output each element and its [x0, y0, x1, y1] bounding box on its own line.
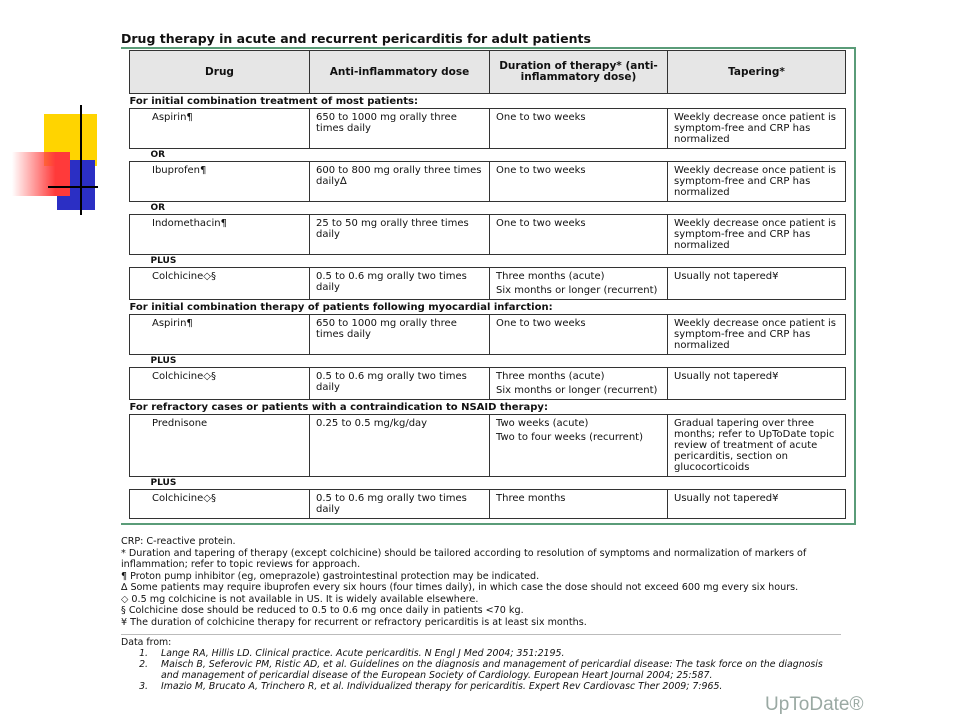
- duration-text: One to two weeks: [496, 165, 586, 176]
- ornament-vertical-line: [80, 105, 82, 215]
- tapering-cell: Weekly decrease once patient is symptom-free and CRP has normalized: [668, 315, 846, 355]
- duration-cell: [490, 162, 668, 202]
- footnote: CRP: C-reactive protein.: [121, 536, 236, 547]
- footnotes: [121, 536, 821, 628]
- header-duration: Duration of therapy* (anti-inflammatory dose): [490, 51, 668, 94]
- duration-text-secondary: Two to four weeks (recurrent): [496, 432, 643, 443]
- dose-cell: 0.5 to 0.6 mg orally two times daily: [310, 368, 490, 400]
- table-row: [130, 415, 846, 477]
- section-heading-row: [130, 300, 846, 315]
- page-title: Drug therapy in acute and recurrent pericarditis for adult patients: [121, 31, 591, 46]
- connector-row: [130, 255, 846, 268]
- reference-item: 1. Lange RA, Hillis LD. Clinical practice. Acute pericarditis. N Engl J Med 2004; 351:2195.: [151, 648, 841, 659]
- connector-label: PLUS: [150, 256, 177, 266]
- tapering-cell: Usually not tapered¥: [668, 490, 846, 519]
- tapering-cell: Weekly decrease once patient is symptom-free and CRP has normalized: [668, 162, 846, 202]
- references-heading: Data from:: [121, 637, 172, 648]
- table-row: [130, 215, 846, 255]
- duration-cell: [490, 490, 668, 519]
- table-row: [130, 109, 846, 149]
- dose-cell: 0.25 to 0.5 mg/kg/day: [310, 415, 490, 477]
- footnote: * Duration and tapering of therapy (except colchicine) should be tailored according to resolution of symptoms and normalization of markers of inflammation; refer to topic reviews for approach.: [121, 547, 807, 570]
- footnote: ¶ Proton pump inhibitor (eg, omeprazole) gastrointestinal protection may be indicated.: [121, 570, 540, 582]
- drug-cell: Ibuprofen¶: [130, 162, 310, 202]
- dose-cell: 600 to 800 mg orally three times daily∆: [310, 162, 490, 202]
- section-heading-row: [130, 400, 846, 415]
- duration-cell: [490, 415, 668, 477]
- duration-text: One to two weeks: [496, 112, 586, 123]
- duration-cell: [490, 268, 668, 300]
- duration-text: Three months: [496, 493, 566, 504]
- header-dose: Anti-inflammatory dose: [310, 51, 490, 94]
- title-rule: [121, 47, 854, 49]
- duration-text: One to two weeks: [496, 218, 586, 229]
- connector-label: PLUS: [150, 356, 177, 366]
- frame-bottom-rule: [121, 523, 856, 525]
- connector-row: [130, 202, 846, 215]
- connector-row: [130, 355, 846, 368]
- header-tapering: Tapering*: [668, 51, 846, 94]
- dose-cell: 0.5 to 0.6 mg orally two times daily: [310, 268, 490, 300]
- footnote: § Colchicine dose should be reduced to 0.5 to 0.6 mg once daily in patients <70 kg.: [121, 605, 524, 616]
- header-drug: Drug: [130, 51, 310, 94]
- drug-cell: Aspirin¶: [130, 109, 310, 149]
- dose-cell: 0.5 to 0.6 mg orally two times daily: [310, 490, 490, 519]
- table-row: [130, 162, 846, 202]
- references: [121, 637, 841, 692]
- drug-cell: Prednisone: [130, 415, 310, 477]
- connector-row: [130, 477, 846, 490]
- drug-therapy-table: [129, 50, 846, 519]
- duration-text: Three months (acute): [496, 371, 605, 382]
- table-body: [130, 94, 846, 519]
- reference-item: 2. Maisch B, Seferovic PM, Ristic AD, et al. Guidelines on the diagnosis and management of pericardial disease: The task force on the diagnosis and management of pericardial disease of the European Society of Cardiology. European Heart Journal 2004; 25:587.: [151, 659, 841, 681]
- duration-text: Two weeks (acute): [496, 418, 589, 429]
- section-heading: For refractory cases or patients with a contraindication to NSAID therapy:: [130, 400, 846, 415]
- ornament-horizontal-line: [48, 186, 98, 188]
- footnote: ¥ The duration of colchicine therapy for recurrent or refractory pericarditis is at least six months.: [121, 616, 587, 628]
- dose-cell: 650 to 1000 mg orally three times daily: [310, 109, 490, 149]
- table-row: [130, 490, 846, 519]
- duration-cell: [490, 315, 668, 355]
- tapering-cell: Weekly decrease once patient is symptom-free and CRP has normalized: [668, 109, 846, 149]
- tapering-cell: Usually not tapered¥: [668, 368, 846, 400]
- duration-cell: [490, 368, 668, 400]
- dose-cell: 650 to 1000 mg orally three times daily: [310, 315, 490, 355]
- references-divider: [121, 634, 841, 635]
- connector-label: OR: [150, 203, 166, 213]
- dose-cell: 25 to 50 mg orally three times daily: [310, 215, 490, 255]
- table-row: [130, 268, 846, 300]
- duration-text: Three months (acute): [496, 271, 605, 282]
- table-row: [130, 368, 846, 400]
- drug-cell: Aspirin¶: [130, 315, 310, 355]
- section-heading: For initial combination therapy of patients following myocardial infarction:: [130, 300, 846, 315]
- footnote: ◇ 0.5 mg colchicine is not available in US. It is widely available elsewhere.: [121, 593, 479, 605]
- uptodate-logo: UpToDate®: [765, 694, 864, 715]
- tapering-cell: Gradual tapering over three months; refer to UpToDate topic review of treatment of acute pericarditis, section on glucocorticoids: [668, 415, 846, 477]
- duration-cell: [490, 215, 668, 255]
- duration-text-secondary: Six months or longer (recurrent): [496, 385, 658, 396]
- tapering-cell: Usually not tapered¥: [668, 268, 846, 300]
- connector-row: [130, 149, 846, 162]
- section-heading-row: [130, 94, 846, 109]
- section-heading: For initial combination treatment of most patients:: [130, 94, 846, 109]
- drug-cell: Indomethacin¶: [130, 215, 310, 255]
- drug-cell: Colchicine◇§: [130, 368, 310, 400]
- footnote: ∆ Some patients may require ibuprofen every six hours (four times daily), in which case the dose should not exceed 600 mg every six hours.: [121, 582, 799, 593]
- duration-text-secondary: Six months or longer (recurrent): [496, 285, 658, 296]
- table-row: [130, 315, 846, 355]
- ornament-red-gradient: [12, 152, 70, 196]
- drug-cell: Colchicine◇§: [130, 490, 310, 519]
- references-list: [121, 648, 841, 692]
- table-header-row: [130, 51, 846, 94]
- connector-label: OR: [150, 150, 166, 160]
- frame-right-rule: [854, 47, 856, 524]
- drug-cell: Colchicine◇§: [130, 268, 310, 300]
- connector-label: PLUS: [150, 478, 177, 488]
- duration-text: One to two weeks: [496, 318, 586, 329]
- reference-item: 3. Imazio M, Brucato A, Trinchero R, et al. Individualized therapy for pericarditis. Expert Rev Cardiovasc Ther 2009; 7:965.: [151, 681, 841, 692]
- tapering-cell: Weekly decrease once patient is symptom-free and CRP has normalized: [668, 215, 846, 255]
- duration-cell: [490, 109, 668, 149]
